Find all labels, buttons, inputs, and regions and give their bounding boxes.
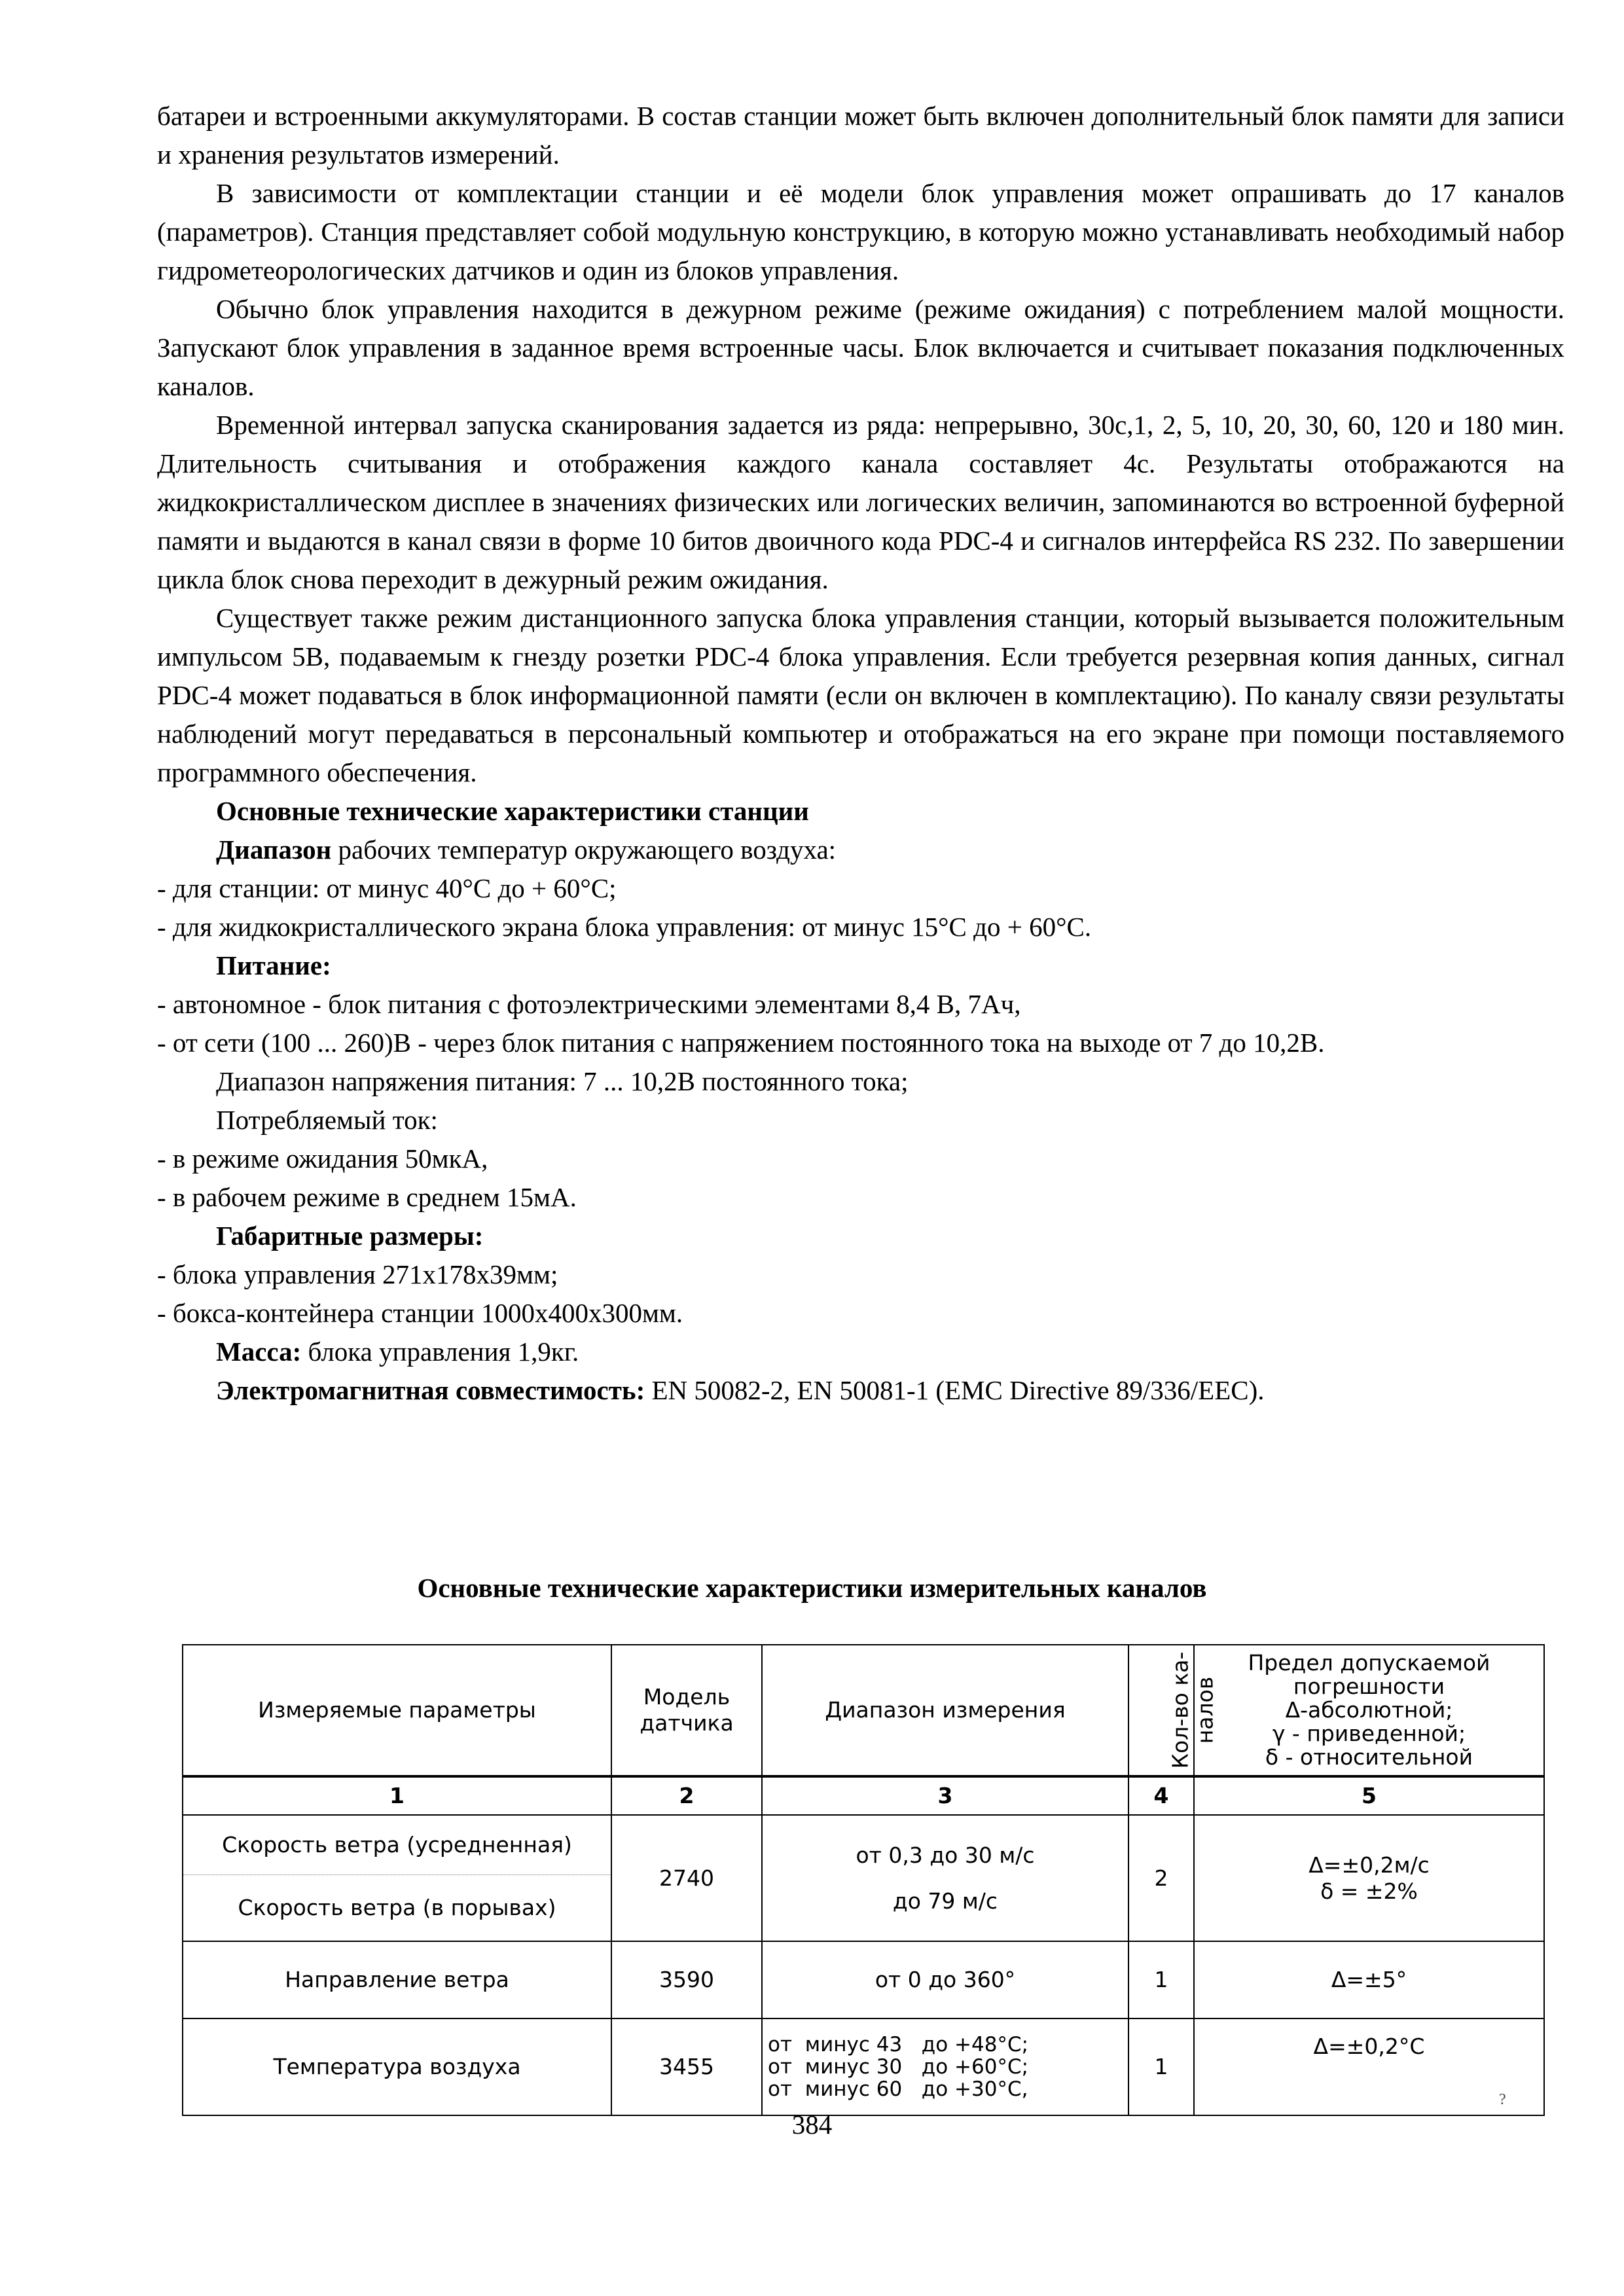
- error-wind: [1194, 1815, 1544, 1941]
- channels-direction: 1: [1128, 1941, 1194, 2018]
- range-wind-line-2: до 79 м/с: [892, 1888, 998, 1914]
- param-wind-gust: Скорость ветра (в порывах): [183, 1875, 611, 1942]
- header-error-line-1: Предел допускаемой: [1248, 1650, 1490, 1676]
- power-autonomous: - автономное - блок питания с фотоэлектрическими элементами 8,4 В, 7Ач,: [157, 989, 1021, 1019]
- error-direction: Δ=±5°: [1194, 1941, 1544, 2018]
- specs-heading: Основные технические характеристики станции: [216, 796, 809, 826]
- header-range: Диапазон измерения: [762, 1645, 1128, 1776]
- mass-text: блока управления 1,9кг.: [301, 1336, 579, 1367]
- power-mains: - от сети (100 ... 260)В - через блок питания с напряжением постоянного тока на выходе от 7 до 10,2В.: [157, 1028, 1325, 1058]
- channels-table: [182, 1644, 1545, 2116]
- range-station: - для станции: от минус 40°С до + 60°С;: [157, 873, 617, 903]
- current-working: - в рабочем режиме в среднем 15мА.: [157, 1182, 577, 1212]
- current-label: Потребляемый ток:: [216, 1105, 438, 1135]
- table-row: [183, 2018, 1544, 2115]
- table-row: [183, 1941, 1544, 2018]
- header-error-line-5: δ - относительной: [1265, 1744, 1473, 1770]
- param-wind-average: Скорость ветра (усредненная): [183, 1815, 611, 1875]
- emc-line: [157, 1371, 1564, 1410]
- temperature-range-label: Диапазон: [216, 834, 332, 865]
- range-temperature-line-3: от минус 60 до +30°С,: [768, 2077, 1028, 2101]
- param-wind-direction: Направление ветра: [183, 1941, 611, 2018]
- channels-wind: 2: [1128, 1815, 1194, 1941]
- paragraph-4: Временной интервал запуска сканирования задается из ряда: непрерывно, 30с,1, 2, 5, 10, 20, 30, 60, 120 и 180 мин. Длительность считывания и отображения каждого канала составляет 4с. Результаты отображаются на жидкокристаллическом дисплее в значениях физических или логических величин, запоминаются во встроенной буферной памяти и выдаются в канал связи в форме 10 битов двоичного кода PDC-4 и сигналов интерфейса RS 232. По завершении цикла блок снова переходит в дежурный режим ожидания.: [157, 410, 1564, 594]
- mass-line: [157, 1333, 1564, 1371]
- temperature-range-line: [157, 831, 1564, 869]
- header-channels-line-1: Кол-во ка-: [1167, 1651, 1193, 1768]
- range-wind: [762, 1815, 1128, 1941]
- power-label: Питание:: [216, 950, 331, 980]
- range-temperature: [762, 2018, 1128, 2115]
- header-param: Измеряемые параметры: [183, 1645, 611, 1776]
- table-row: [183, 1815, 1544, 1875]
- header-error-line-4: γ - приведенной;: [1272, 1721, 1466, 1746]
- header-error-line-3: Δ-абсолютной;: [1285, 1697, 1453, 1723]
- dimensions-box: - бокса-контейнера станции 1000х400х300мм.: [157, 1298, 683, 1328]
- index-cell: 2: [611, 1776, 762, 1815]
- table-title: Основные технические характеристики измерительных каналов: [417, 1573, 1207, 1603]
- index-cell: 1: [183, 1776, 611, 1815]
- range-direction: от 0 до 360°: [762, 1941, 1128, 2018]
- range-temperature-line-2: от минус 30 до +60°С;: [768, 2055, 1029, 2079]
- model-temperature: 3455: [611, 2018, 762, 2115]
- range-temperature-line-1: от минус 43 до +48°С;: [768, 2033, 1029, 2056]
- param-air-temperature: Температура воздуха: [183, 2018, 611, 2115]
- page-number: 384: [791, 2109, 833, 2140]
- voltage-range: Диапазон напряжения питания: 7 ... 10,2В постоянного тока;: [216, 1066, 909, 1096]
- index-cell: 4: [1128, 1776, 1194, 1815]
- error-wind-line-1: Δ=±0,2м/с: [1308, 1852, 1430, 1878]
- current-standby: - в режиме ожидания 50мкА,: [157, 1143, 488, 1174]
- body-text: [157, 97, 1564, 1410]
- corner-mark: ?: [1499, 2091, 1506, 2108]
- error-wind-line-2: δ = ±2%: [1320, 1878, 1418, 1904]
- range-lcd: - для жидкокристаллического экрана блока управления: от минус 15°С до + 60°С.: [157, 912, 1092, 942]
- header-channels: [1128, 1645, 1218, 1776]
- paragraph-1: батареи и встроенными аккумуляторами. В состав станции может быть включен дополнительный блок памяти для записи и хранения результатов измерений.: [157, 101, 1564, 170]
- header-channels-text: [1168, 1651, 1218, 1768]
- paragraph-2: В зависимости от комплектации станции и её модели блок управления может опрашивать до 17 каналов (параметров). Станция представляет собой модульную конструкцию, в которую можно устанавливать необходимый набор гидрометеорологических датчиков и один из блоков управления.: [157, 178, 1564, 285]
- paragraph-5: Существует также режим дистанционного запуска блока управления станции, который вызывается положительным импульсом 5В, подаваемым к гнезду розетки PDC-4 блока управления. Если требуется резервная копия данных, сигнал PDC-4 может подаваться в блок информационной памяти (если он включен в комплектацию). По каналу связи результаты наблюдений могут передаваться в персональный компьютер и отображаться на его экране при помощи поставляемого программного обеспечения.: [157, 603, 1564, 787]
- temperature-range-text: рабочих температур окружающего воздуха:: [331, 834, 837, 865]
- dimensions-control-unit: - блока управления 271х178х39мм;: [157, 1259, 558, 1289]
- model-wind: 2740: [611, 1815, 762, 1941]
- index-cell: 5: [1194, 1776, 1544, 1815]
- paragraph-3: Обычно блок управления находится в дежурном режиме (режиме ожидания) с потреблением малой мощности. Запускают блок управления в заданное время встроенные часы. Блок включается и считывает показания подключенных каналов.: [157, 294, 1564, 401]
- error-temperature: Δ=±0,2°С: [1194, 2018, 1544, 2115]
- mass-label: Масса:: [216, 1336, 302, 1367]
- table-index-row: [183, 1776, 1544, 1815]
- index-cell: 3: [762, 1776, 1128, 1815]
- dimensions-label: Габаритные размеры:: [216, 1221, 484, 1251]
- emc-text: EN 50082-2, EN 50081-1 (EMC Directive 89/336/EEC).: [645, 1375, 1265, 1405]
- header-error: [1194, 1645, 1544, 1776]
- table-header-row: [183, 1645, 1544, 1776]
- model-direction: 3590: [611, 1941, 762, 2018]
- header-channels-line-2: налов: [1192, 1676, 1218, 1744]
- channels-temperature: 1: [1128, 2018, 1194, 2115]
- header-model: Модель датчика: [611, 1645, 762, 1776]
- header-error-line-2: погрешности: [1293, 1674, 1445, 1699]
- emc-label: Электромагнитная совместимость:: [216, 1375, 645, 1405]
- range-wind-line-1: от 0,3 до 30 м/с: [856, 1842, 1035, 1868]
